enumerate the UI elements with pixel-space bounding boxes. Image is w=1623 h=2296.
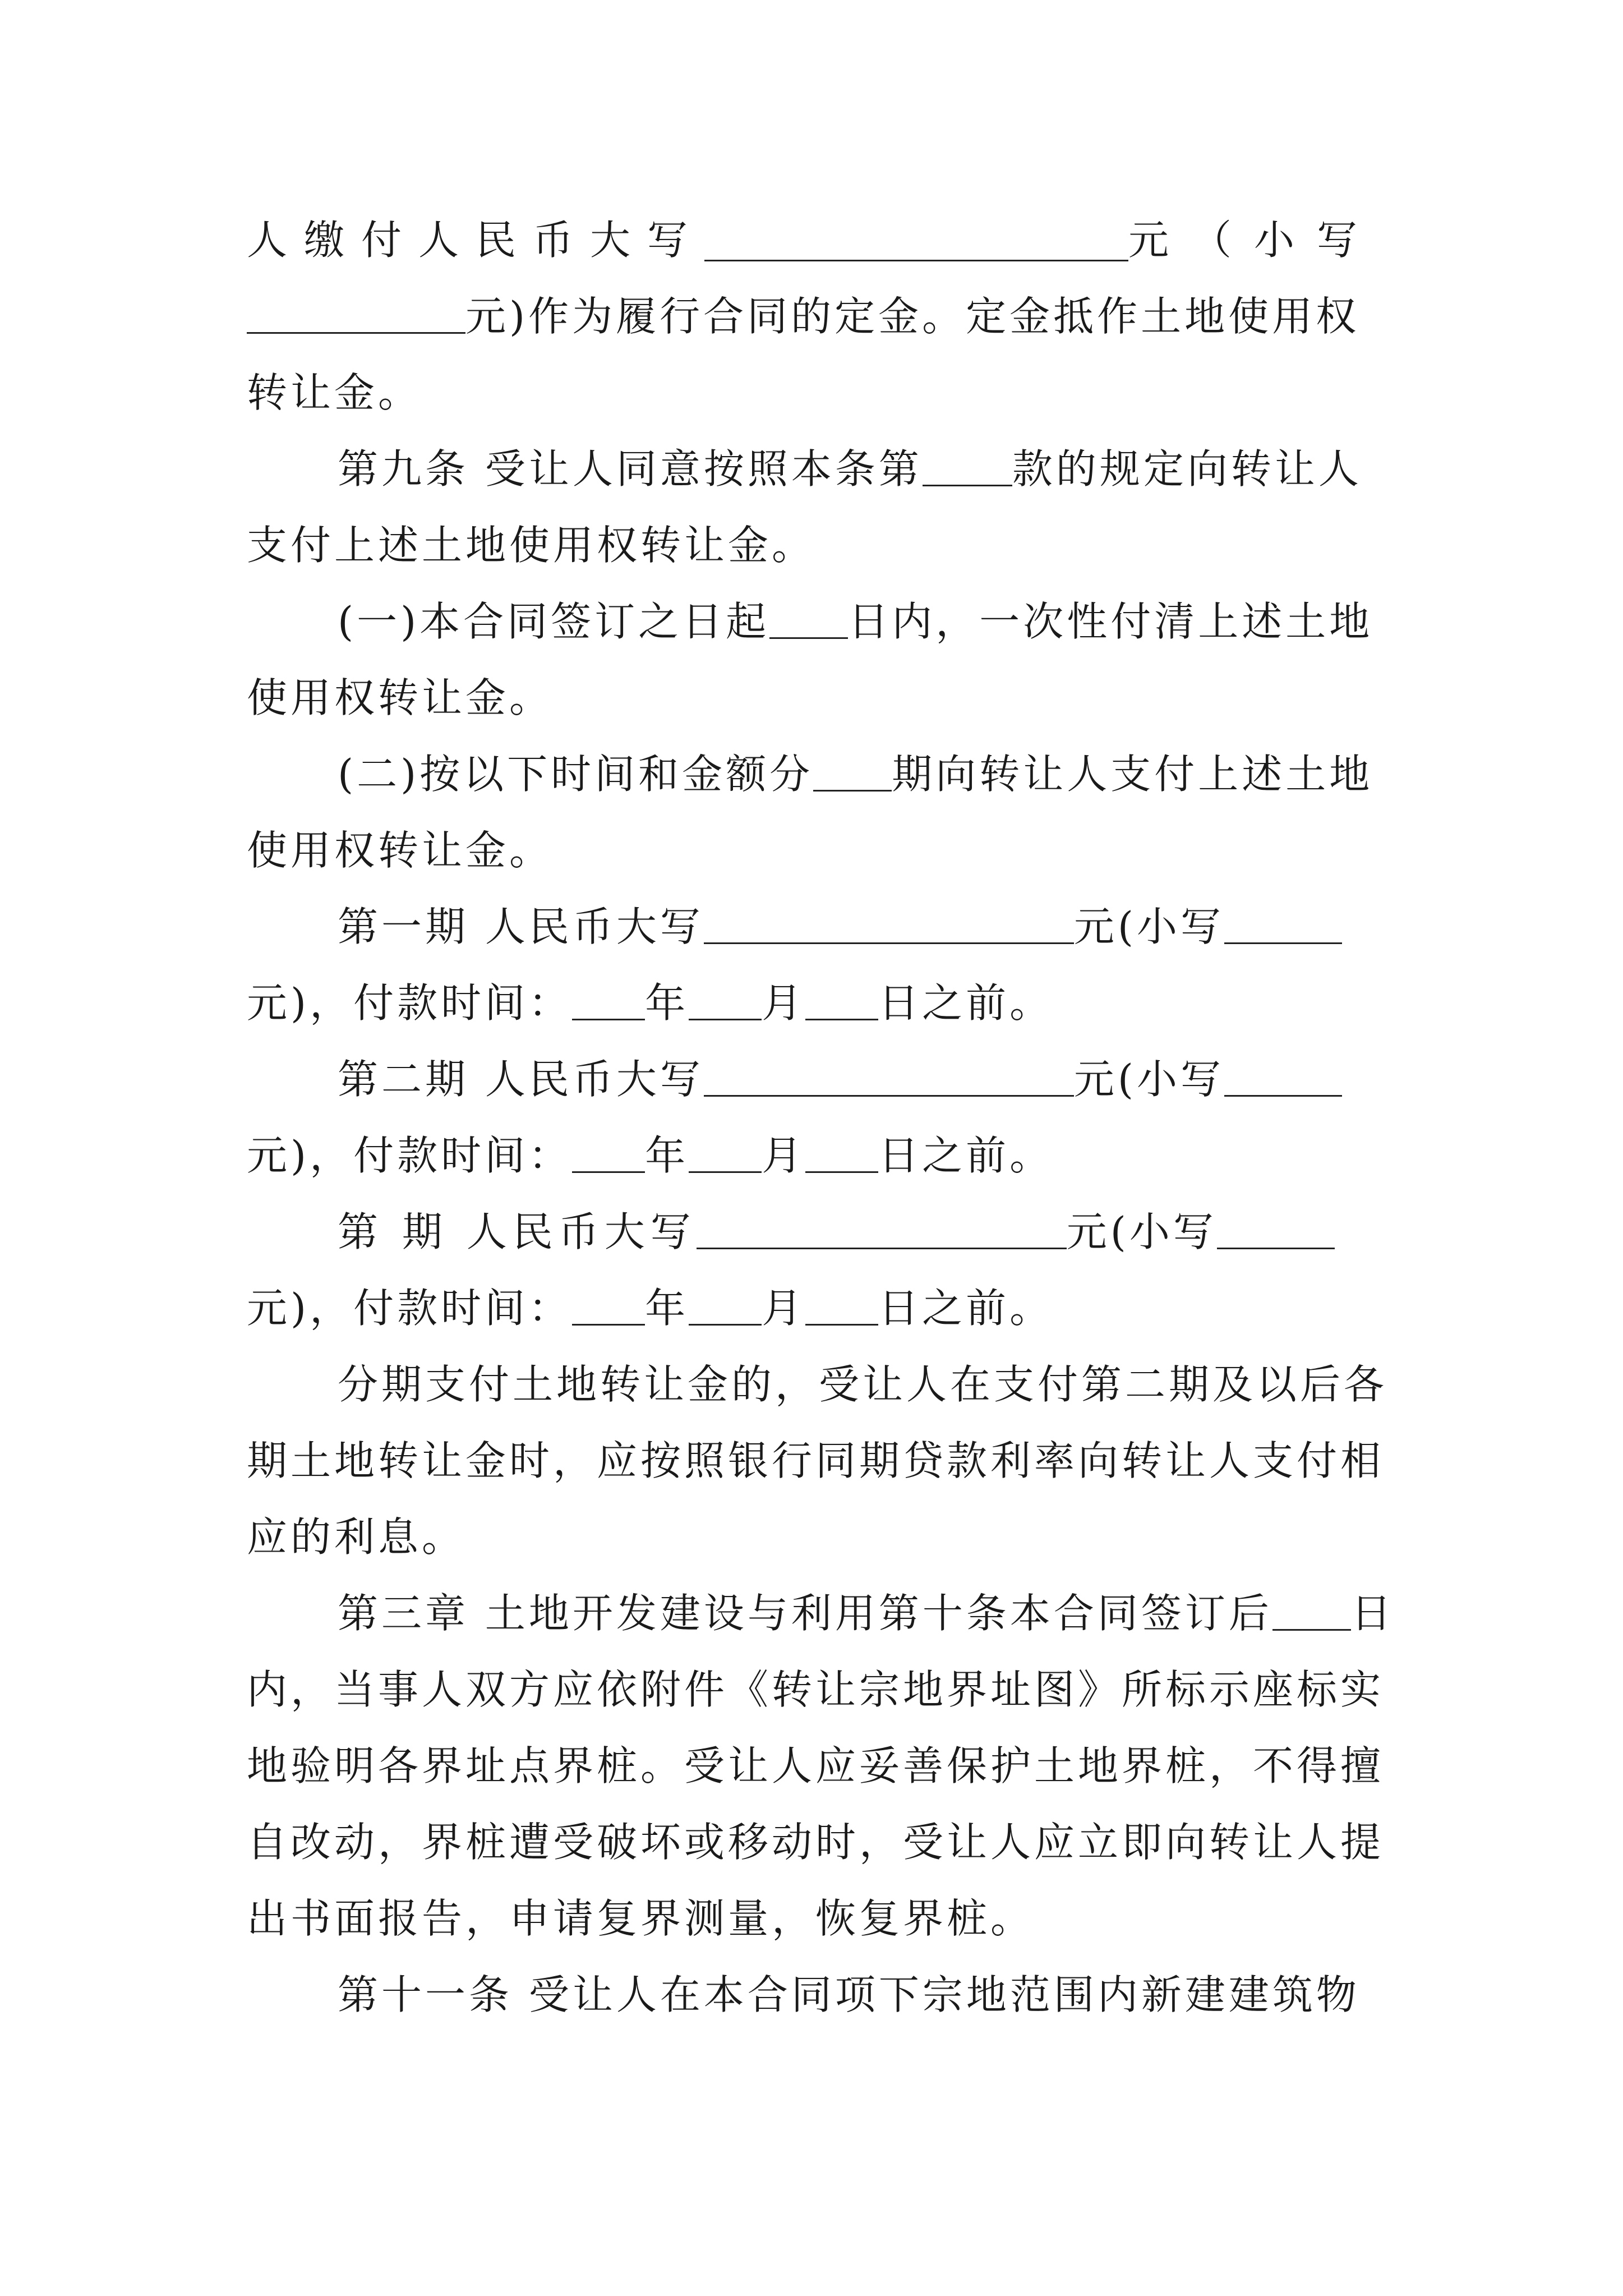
text-segment: 第 期 人民币大写 (338, 1208, 697, 1255)
blank-field (704, 902, 1074, 944)
text-line (247, 1270, 1380, 1346)
text-segment: 人缴付人民币大写 (247, 217, 705, 264)
text-segment: 第一期 人民币大写 (338, 903, 704, 950)
text-segment: 日之前。 (878, 1285, 1054, 1332)
text-segment: 第三章 土地开发建设与利用第十条本合同签订后 (338, 1590, 1272, 1637)
text-segment: 元(小写 (1073, 1056, 1224, 1103)
text-segment: 元(小写 (1073, 903, 1224, 950)
text-line (247, 1423, 1385, 1499)
text-line (247, 507, 1380, 583)
text-line (247, 1804, 1385, 1880)
blank-field (1224, 1055, 1342, 1097)
text-line (247, 660, 1380, 736)
blank-field (689, 1131, 762, 1173)
blank-field (689, 978, 762, 1020)
text-segment: 月 (762, 1285, 806, 1332)
blank-field (689, 1283, 762, 1326)
text-segment: 使用权转让金。 (247, 827, 554, 874)
text-line (247, 1041, 1380, 1117)
text-segment: 日 (1350, 1590, 1395, 1637)
text-line (247, 278, 1380, 355)
text-segment: 元)，付款时间： (247, 1132, 573, 1179)
blank-field (805, 1283, 878, 1326)
text-line (247, 889, 1380, 965)
text-segment: 分期支付土地转让金的，受让人在支付第二期及以后各 (338, 1361, 1388, 1408)
text-segment: 支付上述土地使用权转让金。 (247, 522, 816, 569)
text-segment: 日内，一次性付清上述土地 (848, 598, 1373, 645)
text-segment: 地验明各界址点界桩。受让人应妥善保护土地界桩，不得擅 (247, 1742, 1385, 1789)
text-line (247, 1194, 1380, 1270)
blank-field (923, 444, 1012, 486)
text-segment: (二)按以下时间和金额分 (338, 751, 814, 798)
text-segment: 元（小写 (1128, 217, 1380, 264)
text-segment: 出书面报告，申请复界测量，恢复界桩。 (247, 1895, 1035, 1942)
text-line (247, 1346, 1388, 1423)
document-page (247, 202, 1395, 2033)
text-segment: 日之前。 (878, 979, 1054, 1027)
text-segment: (一)本合同签订之日起 (338, 598, 770, 645)
text-segment: 月 (762, 1132, 806, 1179)
text-segment: 自改动，界桩遭受破坏或移动时，受让人应立即向转让人提 (247, 1819, 1385, 1866)
blank-field (813, 749, 892, 792)
blank-field (572, 978, 645, 1020)
text-segment: 年 (645, 1285, 689, 1332)
text-line (247, 1880, 1380, 1957)
text-segment: 期向转让人支付上述土地 (892, 751, 1373, 798)
text-segment: 第十一条 受让人在本合同项下宗地范围内新建建筑物 (338, 1971, 1360, 2018)
text-line (247, 1117, 1380, 1194)
blank-field (769, 597, 848, 639)
text-line (247, 1575, 1395, 1651)
text-line (247, 583, 1380, 660)
text-segment: 内，当事人双方应依附件《转让宗地界址图》所标示座标实 (247, 1666, 1385, 1713)
text-line (247, 1499, 1380, 1575)
text-line (247, 812, 1380, 889)
text-segment: 应的利息。 (247, 1513, 466, 1561)
blank-field (572, 1131, 645, 1173)
blank-field (1272, 1589, 1351, 1631)
text-segment: 年 (645, 1132, 689, 1179)
blank-field (704, 219, 1128, 261)
text-segment: 使用权转让金。 (247, 674, 554, 721)
text-segment: 元)，付款时间： (247, 979, 573, 1027)
text-line (247, 355, 1380, 431)
text-line (247, 431, 1380, 507)
text-line (247, 965, 1380, 1041)
text-line (247, 202, 1380, 278)
blank-field (572, 1283, 645, 1326)
text-segment: 转让金。 (247, 369, 422, 416)
text-segment: 元)作为履行合同的定金。定金抵作土地使用权 (465, 293, 1360, 340)
text-line (247, 1728, 1385, 1804)
text-segment: 元)，付款时间： (247, 1285, 573, 1332)
blank-field (247, 292, 465, 334)
text-segment: 款的规定向转让人 (1012, 445, 1362, 493)
text-line (247, 736, 1380, 812)
text-segment: 年 (645, 979, 689, 1027)
blank-field (805, 978, 878, 1020)
blank-field (1217, 1207, 1335, 1249)
text-segment: 第九条 受让人同意按照本条第 (338, 445, 923, 493)
text-line (247, 1651, 1385, 1728)
text-segment: 月 (762, 979, 806, 1027)
text-segment: 期土地转让金时，应按照银行同期贷款利率向转让人支付相 (247, 1437, 1385, 1484)
text-segment: 日之前。 (878, 1132, 1054, 1179)
blank-field (805, 1131, 878, 1173)
text-segment: 元(小写 (1066, 1208, 1217, 1255)
blank-field (1224, 902, 1342, 944)
blank-field (704, 1055, 1074, 1097)
blank-field (697, 1207, 1067, 1249)
text-line (247, 1957, 1380, 2033)
text-segment: 第二期 人民币大写 (338, 1056, 704, 1103)
